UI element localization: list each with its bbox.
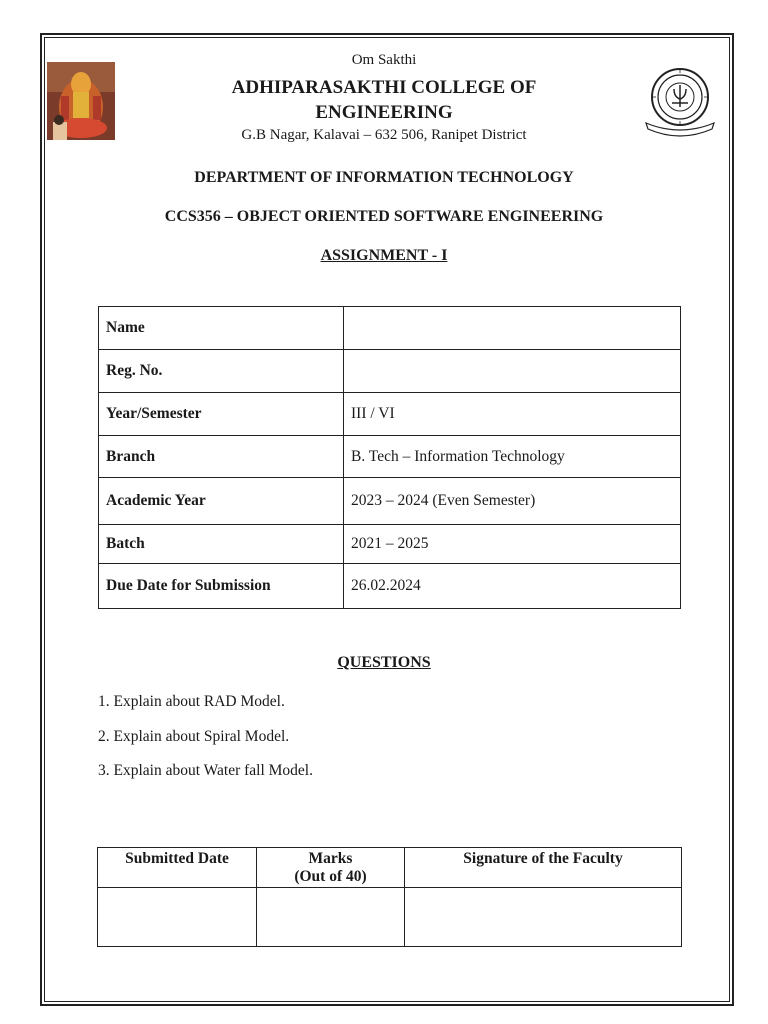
table-header-row: [98, 848, 682, 888]
name-value[interactable]: [344, 307, 681, 350]
department-title: DEPARTMENT OF INFORMATION TECHNOLOGY: [194, 169, 574, 186]
table-row: [99, 478, 681, 525]
table-row: [98, 888, 682, 947]
table-row: [99, 350, 681, 393]
table-row: [99, 307, 681, 350]
info-label: Due Date for Submission: [99, 564, 344, 609]
info-label: Year/Semester: [99, 393, 344, 436]
info-value: 2021 – 2025: [344, 525, 681, 564]
question-item: 2. Explain about Spiral Model.: [98, 728, 290, 745]
reg-no-value[interactable]: [344, 350, 681, 393]
info-value: 2023 – 2024 (Even Semester): [344, 478, 681, 525]
college-name: [0, 75, 768, 125]
assignment-title: ASSIGNMENT - I: [320, 247, 448, 264]
marks-header-line2: (Out of 40): [294, 868, 367, 885]
info-label: Academic Year: [99, 478, 344, 525]
student-info-table: [98, 306, 681, 609]
college-address: G.B Nagar, Kalavai – 632 506, Ranipet District: [241, 127, 527, 143]
question-item: 1. Explain about RAD Model.: [98, 693, 285, 710]
marks-header-line1: Marks: [308, 850, 353, 867]
table-row: [99, 393, 681, 436]
submitted-date-cell[interactable]: [98, 888, 257, 947]
table-row: [99, 525, 681, 564]
signature-header: Signature of the Faculty: [405, 848, 682, 888]
submitted-date-header: Submitted Date: [98, 848, 257, 888]
college-name-line1: ADHIPARASAKTHI COLLEGE OF: [231, 77, 537, 98]
info-value: 26.02.2024: [344, 564, 681, 609]
submission-table: [97, 847, 682, 947]
table-row: [99, 436, 681, 478]
info-value: B. Tech – Information Technology: [344, 436, 681, 478]
questions-heading: QUESTIONS: [337, 654, 431, 671]
info-label: Reg. No.: [99, 350, 344, 393]
info-label: Branch: [99, 436, 344, 478]
college-name-line2: ENGINEERING: [315, 102, 453, 123]
marks-cell[interactable]: [257, 888, 405, 947]
marks-header: [257, 848, 405, 888]
course-title: CCS356 – OBJECT ORIENTED SOFTWARE ENGINEERING: [164, 208, 604, 225]
info-label: Name: [99, 307, 344, 350]
om-sakthi-text: Om Sakthi: [351, 52, 417, 68]
info-value: III / VI: [344, 393, 681, 436]
table-row: [99, 564, 681, 609]
signature-cell[interactable]: [405, 888, 682, 947]
info-label: Batch: [99, 525, 344, 564]
question-item: 3. Explain about Water fall Model.: [98, 762, 313, 779]
